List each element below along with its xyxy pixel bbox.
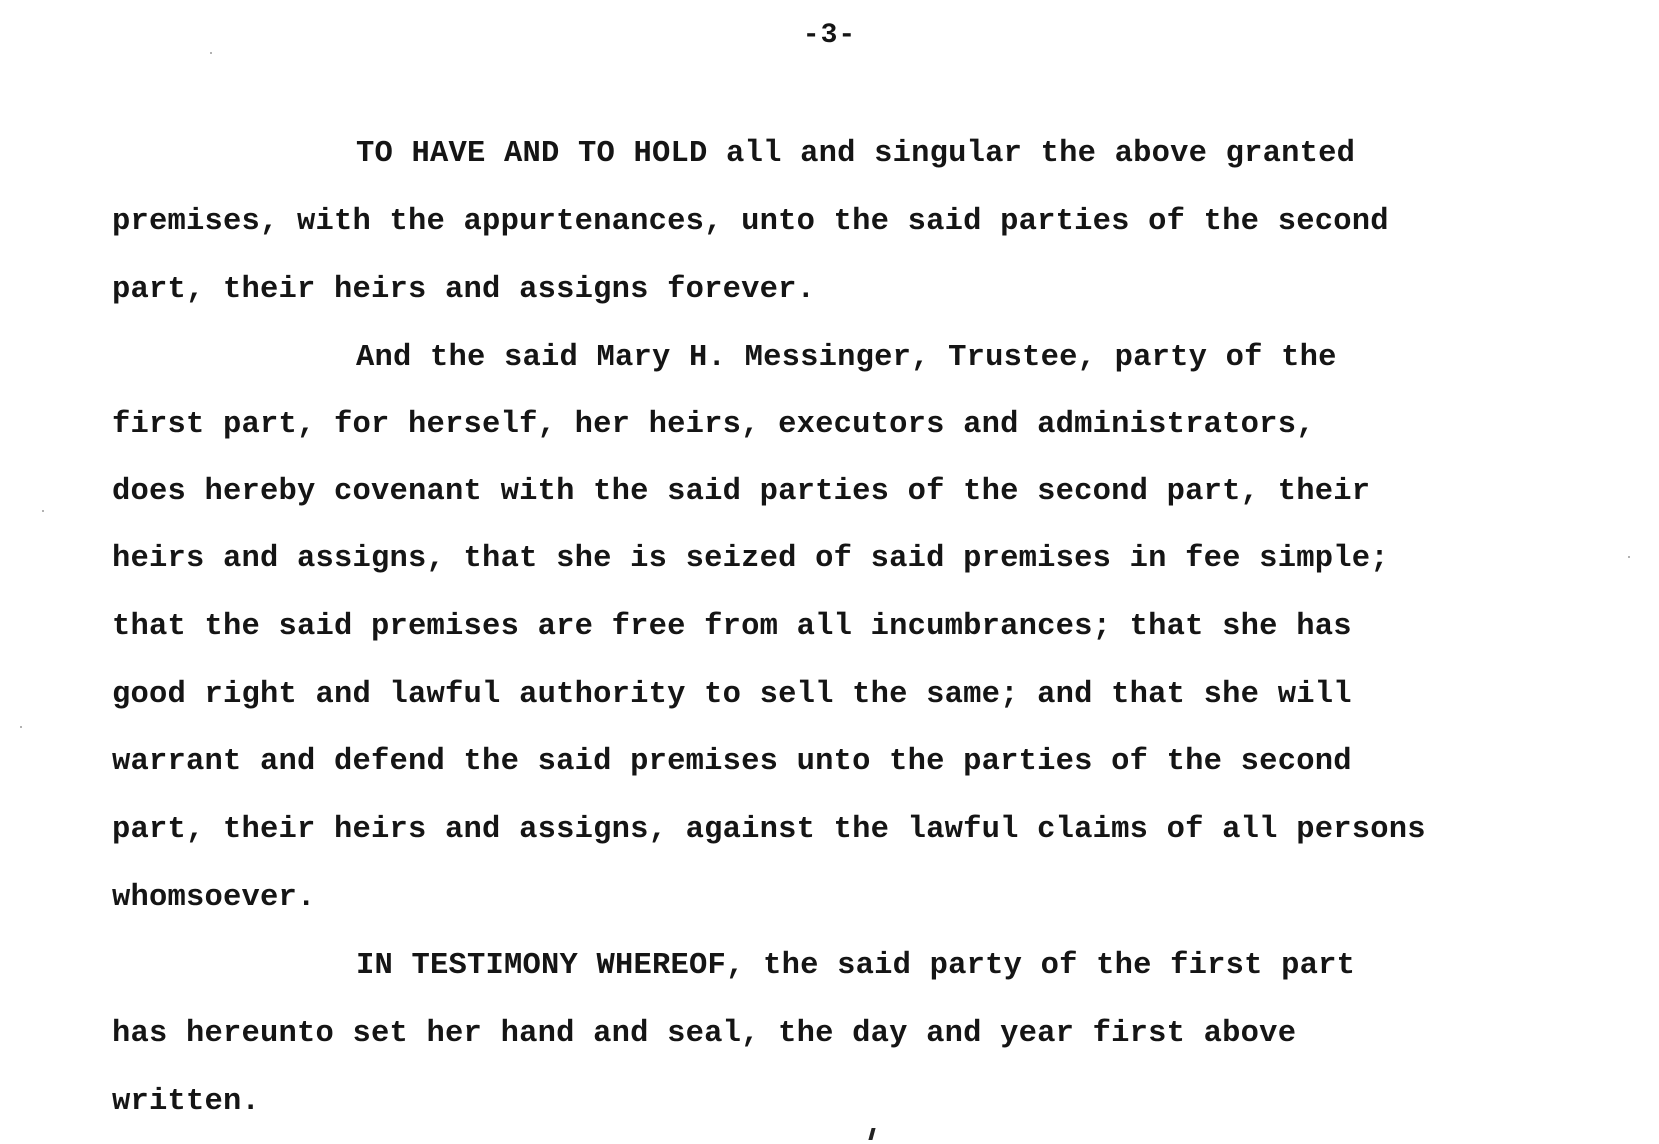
paragraph-3-line-3: written. [112, 1085, 261, 1119]
paragraph-2-line-1: And the said Mary H. Messinger, Trustee, party of the [356, 341, 1337, 375]
page-number: -3- [802, 20, 857, 51]
paragraph-1-line-2: premises, with the appurtenances, unto the said parties of the second [112, 205, 1389, 239]
paragraph-2-line-7: warrant and defend the said premises unto the parties of the second [112, 745, 1352, 779]
stray-ink-mark [868, 1128, 875, 1140]
paragraph-2-line-9: whomsoever. [112, 881, 316, 915]
paragraph-2-line-5: that the said premises are free from all incumbrances; that she has [112, 610, 1352, 644]
paragraph-2-line-8: part, their heirs and assigns, against the lawful claims of all persons [112, 813, 1426, 847]
scan-speck [42, 510, 44, 512]
paragraph-3-line-1: IN TESTIMONY WHEREOF, the said party of the first part [356, 949, 1356, 983]
paragraph-1-line-1: TO HAVE AND TO HOLD all and singular the above granted [356, 137, 1356, 171]
paragraph-1-line-3: part, their heirs and assigns forever. [112, 273, 816, 307]
paragraph-2-line-2: first part, for herself, her heirs, executors and administrators, [112, 408, 1315, 442]
scan-speck [210, 52, 212, 54]
scan-speck [1628, 556, 1630, 558]
paragraph-2-line-6: good right and lawful authority to sell the same; and that she will [112, 678, 1352, 712]
paragraph-3-line-2: has hereunto set her hand and seal, the day and year first above [112, 1017, 1297, 1051]
scan-speck [20, 726, 22, 728]
paragraph-2-line-4: heirs and assigns, that she is seized of said premises in fee simple; [112, 542, 1389, 576]
paragraph-2-line-3: does hereby covenant with the said parties of the second part, their [112, 475, 1371, 509]
